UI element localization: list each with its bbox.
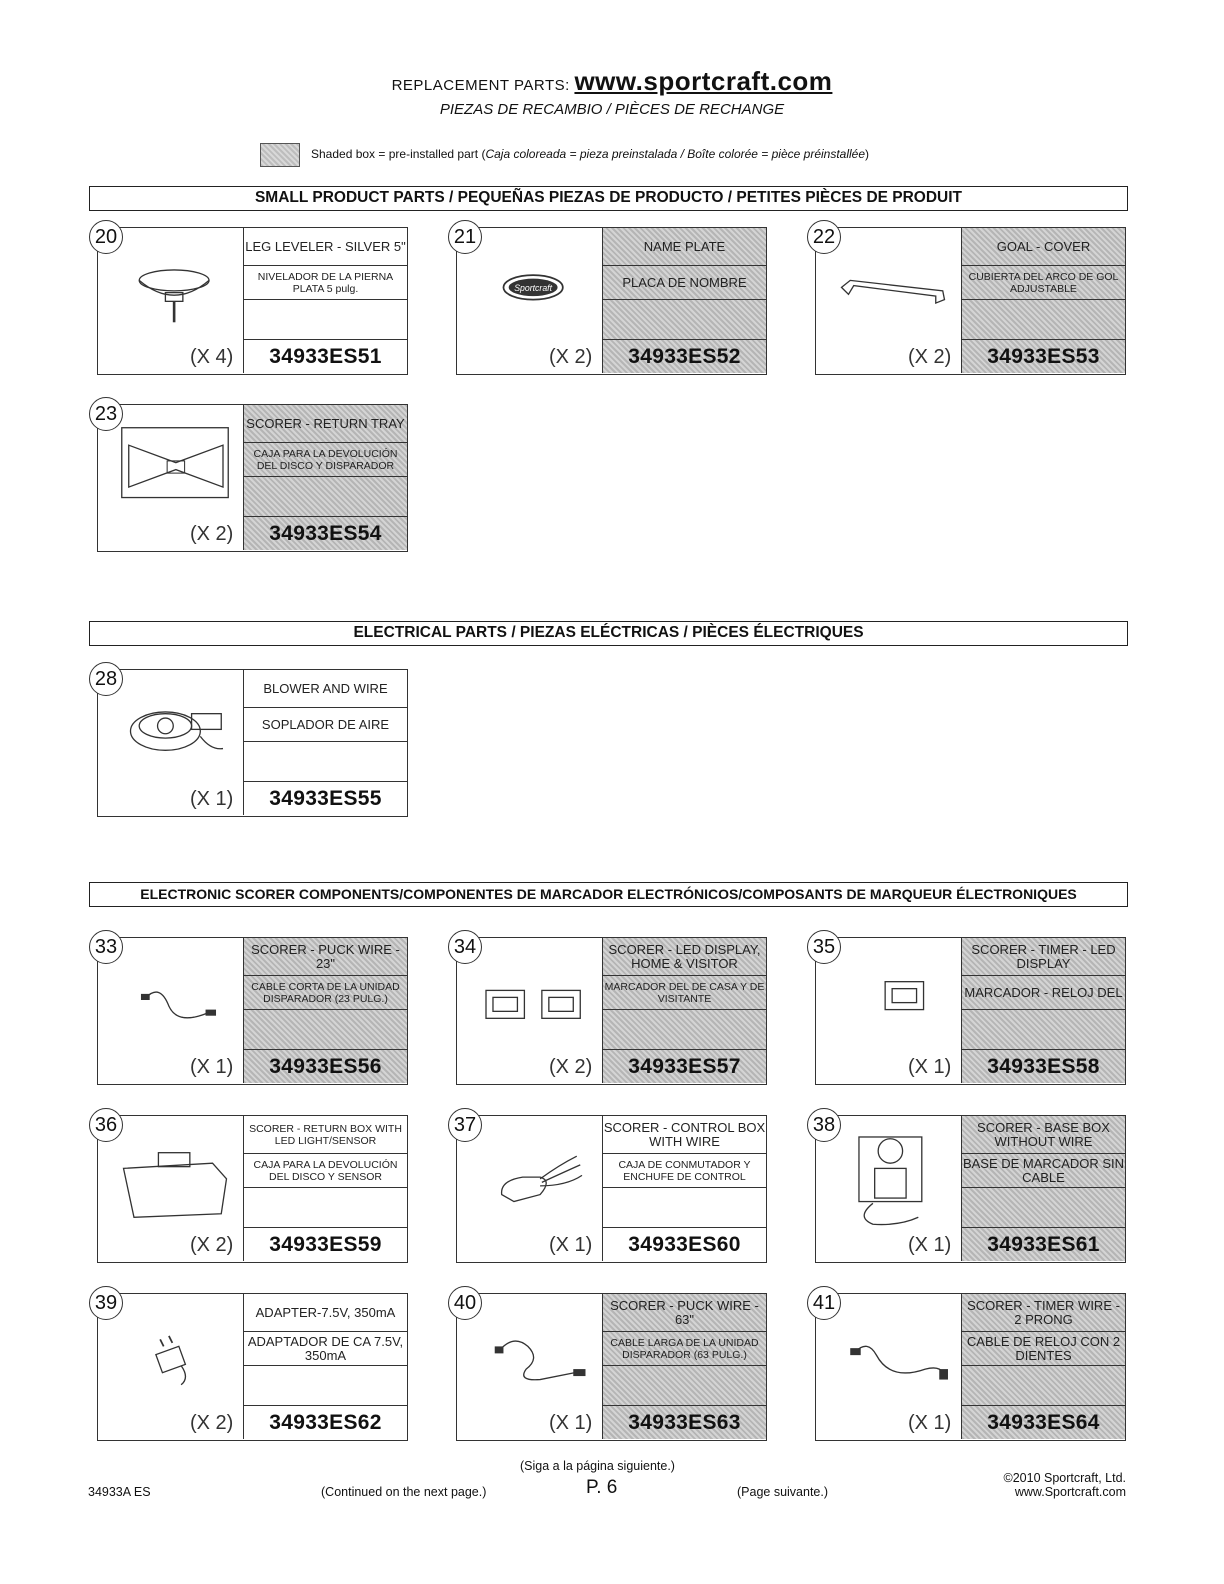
svg-text:Sportcraft: Sportcraft [514, 282, 553, 293]
part-info [243, 1116, 407, 1261]
part-number-badge: 39 [89, 1286, 123, 1320]
part-number-badge: 21 [448, 220, 482, 254]
part-name-en: SCORER - TIMER WIRE - 2 PRONG [962, 1294, 1125, 1332]
legend-text: Shaded box = pre-installed part (Caja coloreada = pieza preinstalada / Boîte colorée = pièce préinstallée) [311, 147, 870, 161]
part-code: 34933ES62 [269, 1410, 382, 1434]
part-name-es: CABLE LARGA DE LA UNIDAD DISPARADOR (63 PULG.) [603, 1332, 766, 1366]
part-quantity: (X 2) [190, 1234, 234, 1256]
part-info [602, 1294, 766, 1439]
part-name-es: SOPLADOR DE AIRE [244, 708, 407, 742]
part-quantity: (X 1) [190, 1056, 234, 1078]
part-name-en: SCORER - RETURN BOX WITH LED LIGHT/SENSOR [244, 1116, 407, 1154]
part-name-en: LEG LEVELER - SILVER 5" [244, 228, 407, 266]
part-code: 34933ES58 [987, 1054, 1100, 1078]
part-info [961, 938, 1125, 1083]
part-name-es: BASE DE MARCADOR SIN CABLE [962, 1154, 1125, 1188]
part-quantity: (X 2) [549, 1056, 593, 1078]
part-name-es: CAJA PARA LA DEVOLUCIÓN DEL DISCO Y SENSOR [244, 1154, 407, 1188]
section-small-parts: SMALL PRODUCT PARTS / PEQUEÑAS PIEZAS DE PRODUCTO / PETITES PIÈCES DE PRODUIT [89, 186, 1128, 211]
shaded-legend-swatch [260, 143, 300, 167]
part-info [243, 228, 407, 373]
footer-copyright: ©2010 Sportcraft, Ltd. www.Sportcraft.com [1003, 1471, 1126, 1499]
part-name-en: NAME PLATE [603, 228, 766, 266]
part-code: 34933ES59 [269, 1232, 382, 1256]
timer-display-icon [830, 952, 956, 1048]
part-quantity: (X 1) [549, 1234, 593, 1256]
part-name-en: GOAL - COVER [962, 228, 1125, 266]
goal-cover-icon [830, 242, 956, 338]
part-name-en: BLOWER AND WIRE [244, 670, 407, 708]
return-tray-icon [112, 419, 238, 515]
part-card [94, 936, 408, 1085]
part-name-es: MARCADOR DEL DE CASA Y DE VISITANTE [603, 976, 766, 1010]
control-box-icon [471, 1130, 597, 1226]
part-code: 34933ES64 [987, 1410, 1100, 1434]
part-number-badge: 33 [89, 930, 123, 964]
part-number-badge: 23 [89, 397, 123, 431]
part-code: 34933ES53 [987, 344, 1100, 368]
led-display-icon [471, 952, 597, 1048]
part-quantity: (X 1) [549, 1412, 593, 1434]
part-code: 34933ES57 [628, 1054, 741, 1078]
part-info [243, 405, 407, 550]
part-quantity: (X 2) [549, 346, 593, 368]
part-blank-cell [962, 300, 1125, 340]
part-name-es: MARCADOR - RELOJ DEL [962, 976, 1125, 1010]
part-card [94, 403, 408, 552]
part-card [94, 226, 408, 375]
long-puck-wire-icon [471, 1308, 597, 1404]
part-name-es: CAJA PARA LA DEVOLUCIÓN DEL DISCO Y DISPARADOR [244, 443, 407, 477]
footer-suivante: (Page suivante.) [737, 1485, 829, 1499]
part-blank-cell [244, 1188, 407, 1228]
part-blank-cell [244, 742, 407, 782]
part-code: 34933ES61 [987, 1232, 1100, 1256]
part-blank-cell [962, 1366, 1125, 1406]
part-number-badge: 28 [89, 662, 123, 696]
part-blank-cell [603, 1366, 766, 1406]
name-plate-icon [471, 242, 597, 338]
part-code: 34933ES51 [269, 344, 382, 368]
part-blank-cell [244, 1366, 407, 1406]
part-blank-cell [603, 1010, 766, 1050]
part-number-badge: 22 [807, 220, 841, 254]
part-blank-cell [244, 1010, 407, 1050]
return-box-icon [112, 1130, 238, 1226]
part-name-en: SCORER - BASE BOX WITHOUT WIRE [962, 1116, 1125, 1154]
part-card [453, 936, 767, 1085]
part-info [961, 228, 1125, 373]
blower-icon [112, 684, 238, 780]
section-electronic-components: ELECTRONIC SCORER COMPONENTS/COMPONENTES DE MARCADOR ELECTRÓNICOS/COMPOSANTS DE MARQUEUR ÉLECTRONIQUES [89, 882, 1128, 907]
timer-wire-icon [830, 1308, 956, 1404]
part-number-badge: 20 [89, 220, 123, 254]
part-name-es: PLACA DE NOMBRE [603, 266, 766, 300]
part-number-badge: 40 [448, 1286, 482, 1320]
part-info [602, 938, 766, 1083]
page-header [0, 66, 1224, 97]
part-name-en: SCORER - PUCK WIRE - 23" [244, 938, 407, 976]
part-quantity: (X 4) [190, 346, 234, 368]
part-blank-cell [244, 477, 407, 517]
header-url[interactable]: www.sportcraft.com [574, 66, 833, 96]
part-card [94, 1114, 408, 1263]
part-name-en: SCORER - LED DISPLAY, HOME & VISITOR [603, 938, 766, 976]
part-blank-cell [603, 1188, 766, 1228]
part-info [243, 938, 407, 1083]
part-quantity: (X 2) [190, 523, 234, 545]
part-name-es: NIVELADOR DE LA PIERNA PLATA 5 pulg. [244, 266, 407, 300]
page-number: P. 6 [586, 1477, 618, 1498]
part-name-es: CAJA DE CONMUTADOR Y ENCHUFE DE CONTROL [603, 1154, 766, 1188]
part-name-en: ADAPTER-7.5V, 350mA [244, 1294, 407, 1332]
part-card [94, 668, 408, 817]
part-code: 34933ES54 [269, 521, 382, 545]
part-name-en: SCORER - TIMER - LED DISPLAY [962, 938, 1125, 976]
footer-continued: (Continued on the next page.) [321, 1485, 487, 1499]
part-number-badge: 41 [807, 1286, 841, 1320]
part-quantity: (X 1) [908, 1412, 952, 1434]
part-blank-cell [244, 300, 407, 340]
part-code: 34933ES56 [269, 1054, 382, 1078]
base-box-icon [830, 1130, 956, 1226]
part-info [602, 1116, 766, 1261]
part-card [812, 1114, 1126, 1263]
part-number-badge: 35 [807, 930, 841, 964]
part-quantity: (X 1) [190, 788, 234, 810]
part-quantity: (X 1) [908, 1234, 952, 1256]
part-name-es: CABLE CORTA DE LA UNIDAD DISPARADOR (23 PULG.) [244, 976, 407, 1010]
part-info [243, 670, 407, 815]
part-number-badge: 37 [448, 1108, 482, 1142]
part-name-es: CABLE DE RELOJ CON 2 DIENTES [962, 1332, 1125, 1366]
part-quantity: (X 2) [190, 1412, 234, 1434]
part-code: 34933ES60 [628, 1232, 741, 1256]
part-card [453, 1292, 767, 1441]
header-label: REPLACEMENT PARTS: [391, 77, 570, 94]
part-quantity: (X 2) [908, 346, 952, 368]
part-name-en: SCORER - CONTROL BOX WITH WIRE [603, 1116, 766, 1154]
part-code: 34933ES55 [269, 786, 382, 810]
part-card [453, 1114, 767, 1263]
part-name-es: CUBIERTA DEL ARCO DE GOL ADJUSTABLE [962, 266, 1125, 300]
part-blank-cell [962, 1010, 1125, 1050]
part-blank-cell [603, 300, 766, 340]
part-info [961, 1294, 1125, 1439]
part-card [812, 1292, 1126, 1441]
part-card [812, 936, 1126, 1085]
part-blank-cell [962, 1188, 1125, 1228]
part-number-badge: 34 [448, 930, 482, 964]
part-code: 34933ES52 [628, 344, 741, 368]
part-quantity: (X 1) [908, 1056, 952, 1078]
part-code: 34933ES63 [628, 1410, 741, 1434]
part-info [602, 228, 766, 373]
part-name-es: ADAPTADOR DE CA 7.5V, 350mA [244, 1332, 407, 1366]
header-subtitle: PIEZAS DE RECAMBIO / PIÈCES DE RECHANGE [439, 101, 785, 118]
part-info [243, 1294, 407, 1439]
section-electrical-parts: ELECTRICAL PARTS / PIEZAS ELÉCTRICAS / PIÈCES ÉLECTRIQUES [89, 621, 1128, 646]
adapter-icon [112, 1308, 238, 1404]
leg-leveler-icon [112, 242, 238, 338]
part-card [94, 1292, 408, 1441]
footer-siga: (Siga a la página siguiente.) [520, 1459, 675, 1473]
part-name-en: SCORER - PUCK WIRE - 63" [603, 1294, 766, 1332]
part-card [453, 226, 767, 375]
part-number-badge: 36 [89, 1108, 123, 1142]
part-info [961, 1116, 1125, 1261]
part-name-en: SCORER - RETURN TRAY [244, 405, 407, 443]
footer-doc-code: 34933A ES [88, 1485, 151, 1499]
part-number-badge: 38 [807, 1108, 841, 1142]
part-card [812, 226, 1126, 375]
puck-wire-icon [112, 952, 238, 1048]
